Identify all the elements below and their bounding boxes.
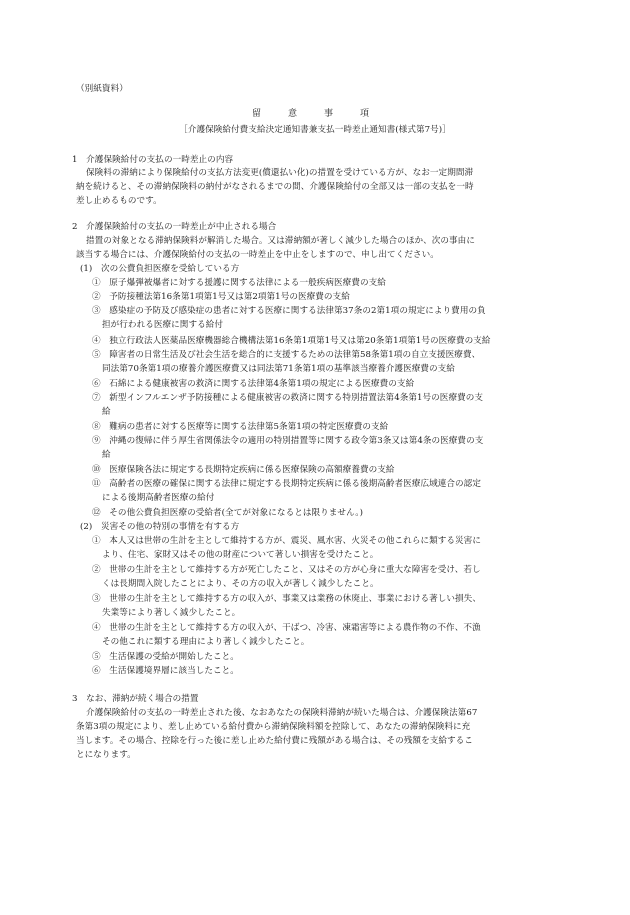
section-1-heading: 1 介護保険給付の支払の一時差止の内容 [72, 155, 234, 165]
list-item-continuation: 同法第70条第1項の療養介護医療費又は同法第71条第1項の基準該当療養介護医療費の支給 [102, 364, 455, 374]
list-item: ⑫ その他公費負担医療の受給者(全てが対象になるとは限りません。) [92, 508, 363, 518]
list-item-continuation: 失業等により著しく減少したこと。 [102, 608, 241, 618]
list-item: ② 予防接種法第16条第1項第1号又は第2項第1号の医療費の支給 [92, 292, 350, 302]
list-item: ⑥ 生活保護境界層に該当したこと。 [92, 666, 239, 676]
document-title: 留 意 事 項 [251, 109, 378, 119]
section-3-line: 条第3項の規定により、差し止めている給付費から滞納保険料額を控除して、あなたの滞納保険料に充 [76, 722, 471, 732]
section-2-line: 措置の対象となる滞納保険料が解消した場合。又は滞納額が著しく減少した場合のほか、次の事由に [86, 236, 475, 246]
list-item: ③ 感染症の予防及び感染症の患者に対する医療に関する法律第37条の2第1項の規定により費用の負 [92, 306, 486, 316]
section-3-heading: 3 なお、滞納が続く場合の措置 [72, 694, 199, 704]
annex-label: （別紙資料） [76, 84, 128, 94]
list-item: ① 原子爆弾被爆者に対する援護に関する法律による一般疾病医療費の支給 [92, 278, 386, 288]
list-item-continuation: 担が行われる医療に関する給付 [102, 320, 224, 330]
list-item: ④ 世帯の生計を主として維持する方の収入が、干ばつ、冷害、凍霜害等による農作物の不作、不漁 [92, 623, 481, 633]
list-item: ⑦ 新型インフルエンザ予防接種による健康被害の救済に関する特別措置法第4条第1号の医療費の支 [92, 393, 484, 403]
list-item-continuation: 給 [102, 450, 111, 460]
list-item: ⑤ 生活保護の受給が開始したこと。 [92, 652, 239, 662]
list-item: ⑪ 高齢者の医療の確保に関する法律に規定する長期特定疾病に係る後期高齢者医療広域連合の認定 [92, 479, 481, 489]
list-item: ⑨ 沖縄の復帰に伴う厚生省関係法令の適用の特別措置等に関する政令第3条又は第4条の医療費の支 [92, 436, 484, 446]
section-3-line: とになります。 [76, 750, 136, 760]
list-item-continuation: による後期高齢者医療の給付 [102, 493, 215, 503]
section-3-line: 介護保険給付の支払の一時差止された後、なおあなたの保険料滞納が続いた場合は、介護保険法第67 [86, 708, 478, 718]
section-2-heading: 2 介護保険給付の支払の一時差止が中止される場合 [72, 222, 277, 232]
document-subtitle: ［介護保険給付費支給決定通知書兼支払一時差止通知書(様式第7号)］ [179, 125, 451, 135]
section-1-line: 差し止めるものです。 [76, 196, 162, 206]
list-item: ⑩ 医療保険各法に規定する長期特定疾病に係る医療保険の高額療養費の支給 [92, 465, 395, 475]
section-1-line: 保険料の滞納により保険給付の支払方法変更(償還払い化)の措置を受けている方が、なお一定期間滞 [86, 168, 474, 178]
subsection-2-heading: (2) 災害その他の特別の事情を有する方 [80, 522, 240, 532]
list-item-continuation: 給 [102, 407, 111, 417]
list-item: ⑥ 石綿による健康被害の救済に関する法律第4条第1項の規定による医療費の支給 [92, 379, 415, 389]
list-item-continuation: くは長期間入院したことにより、その方の収入が著しく減少したこと。 [102, 579, 379, 589]
list-item: ① 本人又は世帯の生計を主として維持する方が、震災、風水害、火災その他これらに類する災害に [92, 536, 481, 546]
section-3-line: 当します。その場合、控除を行った後に差し止めた給付費に残額がある場合は、その残額を支給するこ [76, 736, 473, 746]
list-item-continuation: その他これに類する理由により著しく減少したこと。 [102, 637, 310, 647]
section-1-line: 納を続けると、その滞納保険料の納付がなされるまでの間、介護保険給付の全部又は一部の支払を一時 [76, 182, 474, 192]
list-item: ④ 独立行政法人医薬品医療機器総合機構法第16条第1項第1号又は第20条第1項第1号の医療費の支給 [92, 336, 491, 346]
subsection-1-heading: (1) 次の公費負担医療を受給している方 [80, 264, 240, 274]
list-item: ⑧ 難病の患者に対する医療等に関する法律第5条第1項の特定医療費の支給 [92, 422, 389, 432]
list-item: ② 世帯の生計を主として維持する方が死亡したこと、又はその方が心身に重大な障害を受け、若し [92, 565, 481, 575]
list-item-continuation: より、住宅、家財又はその他の財産について著しい損害を受けたこと。 [102, 550, 379, 560]
list-item: ⑤ 障害者の日常生活及び社会生活を総合的に支援するための法律第58条第1項の自立支援医療費、 [92, 350, 481, 360]
section-2-line: 該当する場合には、介護保険給付の支払の一時差止を中止をしますので、申し出てください。 [76, 250, 439, 260]
list-item: ③ 世帯の生計を主として維持する方の収入が、事業又は業務の休廃止、事業における著しい損失、 [92, 594, 481, 604]
